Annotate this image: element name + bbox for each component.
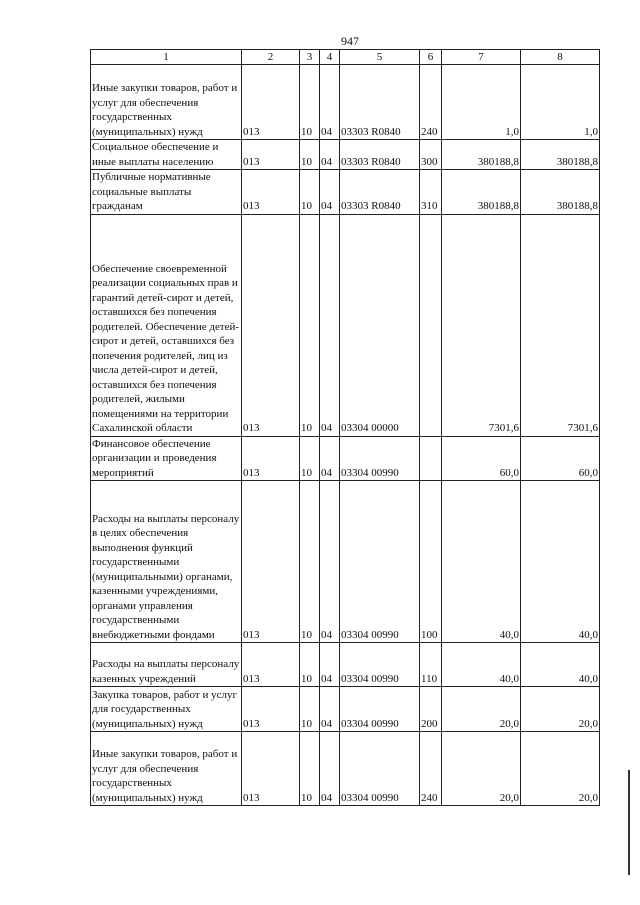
row-cell-6: 100 [420, 481, 442, 643]
row-cell-2: 013 [242, 687, 300, 732]
row-cell-7: 60,0 [442, 436, 521, 481]
row-name-cell: Закупка товаров, работ и услуг для государственных (муниципальных) нужд [91, 687, 242, 732]
row-cell-3: 10 [300, 214, 320, 436]
row-cell-5: 03304 00990 [340, 481, 420, 643]
row-cell-8: 380188,8 [521, 140, 600, 170]
row-cell-8: 7301,6 [521, 214, 600, 436]
row-cell-3: 10 [300, 140, 320, 170]
row-cell-8: 40,0 [521, 481, 600, 643]
header-cell: 2 [242, 50, 300, 65]
row-cell-2: 013 [242, 436, 300, 481]
row-cell-7: 20,0 [442, 732, 521, 806]
row-cell-4: 04 [320, 170, 340, 215]
row-cell-2: 013 [242, 732, 300, 806]
row-cell-8: 40,0 [521, 643, 600, 687]
table-row [91, 170, 600, 215]
row-cell-5: 03303 R0840 [340, 140, 420, 170]
row-cell-3: 10 [300, 65, 320, 140]
row-name-cell: Публичные нормативные социальные выплаты гражданам [91, 170, 242, 215]
margin-mark [628, 770, 630, 875]
row-name-cell: Иные закупки товаров, работ и услуг для обеспечения государственных (муниципальных) нужд [91, 65, 242, 140]
row-cell-6: 310 [420, 170, 442, 215]
table-row [91, 214, 600, 436]
row-cell-6: 240 [420, 65, 442, 140]
row-name-cell: Иные закупки товаров, работ и услуг для обеспечения государственных (муниципальных) нужд [91, 732, 242, 806]
row-cell-8: 20,0 [521, 732, 600, 806]
header-cell: 8 [521, 50, 600, 65]
table-row [91, 140, 600, 170]
header-cell: 4 [320, 50, 340, 65]
row-cell-2: 013 [242, 214, 300, 436]
row-cell-4: 04 [320, 140, 340, 170]
row-cell-6 [420, 436, 442, 481]
row-cell-2: 013 [242, 481, 300, 643]
header-cell: 3 [300, 50, 320, 65]
row-cell-2: 013 [242, 643, 300, 687]
row-cell-5: 03303 R0840 [340, 65, 420, 140]
row-cell-7: 20,0 [442, 687, 521, 732]
row-cell-4: 04 [320, 65, 340, 140]
row-cell-4: 04 [320, 643, 340, 687]
row-cell-2: 013 [242, 140, 300, 170]
row-cell-5: 03304 00000 [340, 214, 420, 436]
row-cell-4: 04 [320, 732, 340, 806]
row-cell-5: 03303 R0840 [340, 170, 420, 215]
row-cell-6: 300 [420, 140, 442, 170]
row-cell-4: 04 [320, 481, 340, 643]
row-name-cell: Финансовое обеспечение организации и проведения мероприятий [91, 436, 242, 481]
row-cell-3: 10 [300, 436, 320, 481]
table-row [91, 687, 600, 732]
header-cell: 6 [420, 50, 442, 65]
row-cell-3: 10 [300, 170, 320, 215]
row-cell-6: 240 [420, 732, 442, 806]
row-cell-7: 7301,6 [442, 214, 521, 436]
header-cell: 5 [340, 50, 420, 65]
header-cell: 7 [442, 50, 521, 65]
table-row [91, 732, 600, 806]
row-cell-5: 03304 00990 [340, 643, 420, 687]
row-cell-2: 013 [242, 65, 300, 140]
page-number: 947 [341, 34, 359, 48]
row-cell-3: 10 [300, 732, 320, 806]
row-cell-3: 10 [300, 687, 320, 732]
row-cell-2: 013 [242, 170, 300, 215]
row-cell-4: 04 [320, 436, 340, 481]
header-cell: 1 [91, 50, 242, 65]
row-name-cell: Социальное обеспечение и иные выплаты населению [91, 140, 242, 170]
row-cell-5: 03304 00990 [340, 732, 420, 806]
row-cell-4: 04 [320, 687, 340, 732]
table-row [91, 436, 600, 481]
row-cell-3: 10 [300, 481, 320, 643]
row-cell-6: 110 [420, 643, 442, 687]
row-name-cell: Расходы на выплаты персоналу казенных учреждений [91, 643, 242, 687]
row-cell-7: 1,0 [442, 65, 521, 140]
row-cell-5: 03304 00990 [340, 436, 420, 481]
table-row [91, 65, 600, 140]
row-cell-7: 380188,8 [442, 170, 521, 215]
row-cell-7: 40,0 [442, 643, 521, 687]
table-row [91, 481, 600, 643]
header-row [91, 50, 600, 65]
row-name-cell: Расходы на выплаты персоналу в целях обеспечения выполнения функций государственными (муниципальными) органами, казенными учреждениями, органами управления государственными внебюджетными фондами [91, 481, 242, 643]
row-cell-7: 40,0 [442, 481, 521, 643]
table-row [91, 643, 600, 687]
row-cell-8: 60,0 [521, 436, 600, 481]
row-cell-8: 380188,8 [521, 170, 600, 215]
row-cell-6 [420, 214, 442, 436]
row-cell-3: 10 [300, 643, 320, 687]
row-cell-4: 04 [320, 214, 340, 436]
budget-table [90, 49, 600, 806]
row-cell-6: 200 [420, 687, 442, 732]
row-cell-8: 1,0 [521, 65, 600, 140]
row-cell-5: 03304 00990 [340, 687, 420, 732]
row-cell-7: 380188,8 [442, 140, 521, 170]
row-cell-8: 20,0 [521, 687, 600, 732]
row-name-cell: Обеспечение своевременной реализации социальных прав и гарантий детей-сирот и детей, оставшихся без попечения родителей. Обеспечение детей-сирот и детей, оставшихся без попечения родителей, лиц из числа детей-сирот и детей, оставшихся без попечения родителей, жилыми помещениями на территории Сахалинской области [91, 214, 242, 436]
